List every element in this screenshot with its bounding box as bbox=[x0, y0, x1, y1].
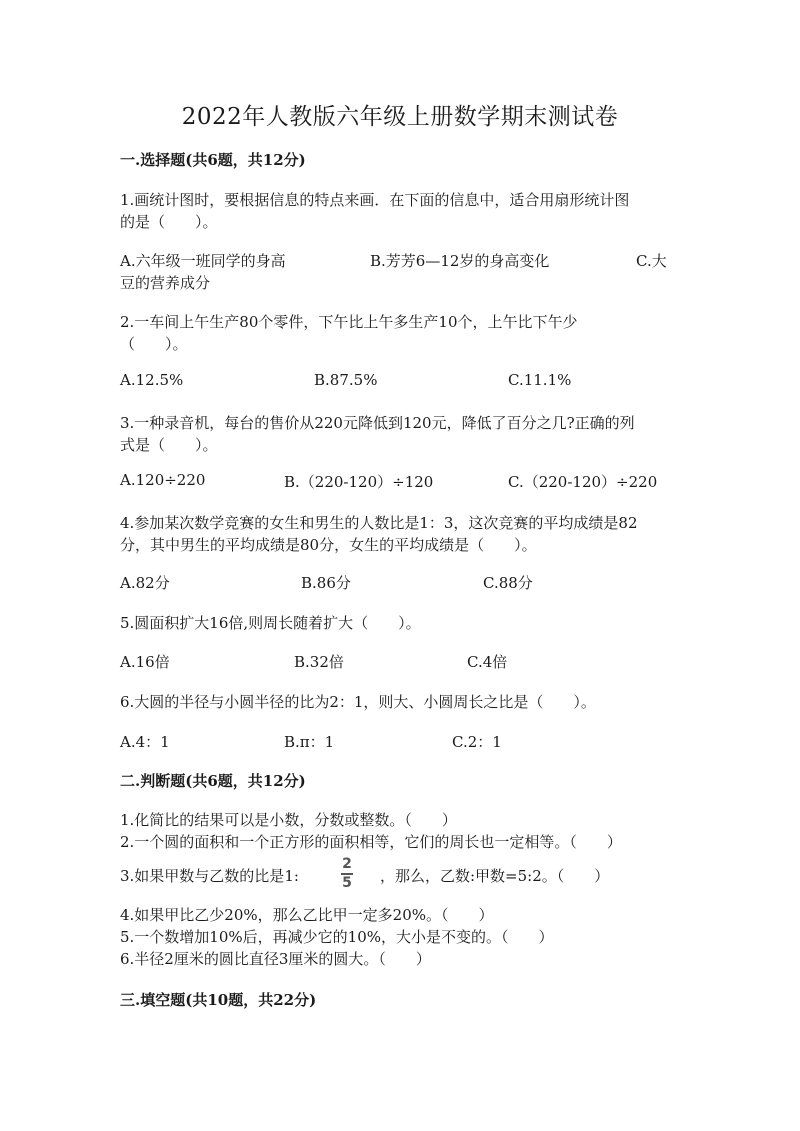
judge-item-3-suffix: ，那么，乙数:甲数=5:2。（ ） bbox=[380, 867, 610, 885]
judge-item-3-prefix: 3.如果甲数与乙数的比是1: bbox=[120, 867, 299, 885]
question-2-option-a: A.12.5% bbox=[120, 371, 184, 389]
question-2-option-b: B.87.5% bbox=[314, 371, 378, 389]
question-2-option-c: C.11.1% bbox=[508, 371, 572, 389]
judge-item-2: 2.一个圆的面积和一个正方形的面积相等，它们的周长也一定相等。（ ） bbox=[120, 833, 622, 851]
question-2-line1: 2.一车间上午生产80个零件，下午比上午多生产10个，上午比下午少 bbox=[120, 313, 578, 331]
fraction-denominator: 5 bbox=[342, 874, 352, 891]
fraction-two-fifths bbox=[338, 857, 356, 891]
question-6-option-a: A.4：1 bbox=[120, 733, 170, 751]
question-3-option-b: B.（220-120）÷120 bbox=[284, 473, 434, 491]
question-1-option-a: A.六年级一班同学的身高 bbox=[120, 252, 286, 270]
judge-item-1: 1.化简比的结果可以是小数，分数或整数。（ ） bbox=[120, 811, 457, 829]
question-3-line1: 3.一种录音机，每台的售价从220元降低到120元，降低了百分之几?正确的列 bbox=[120, 414, 635, 432]
question-3-option-c: C.（220-120）÷220 bbox=[508, 473, 658, 491]
question-6-option-b: B.π：1 bbox=[284, 733, 335, 751]
judge-item-6: 6.半径2厘米的圆比直径3厘米的圆大。（ ） bbox=[120, 950, 431, 968]
question-1-option-c-cont: 豆的营养成分 bbox=[120, 274, 211, 292]
section-heading-fill: 三.填空题(共10题，共22分) bbox=[120, 991, 317, 1009]
question-4-option-b: B.86分 bbox=[301, 574, 351, 592]
question-4-line1: 4.参加某次数学竞赛的女生和男生的人数比是1：3，这次竞赛的平均成绩是82 bbox=[120, 514, 638, 532]
question-5-option-c: C.4倍 bbox=[467, 653, 508, 671]
question-2-line2: （ ）。 bbox=[120, 335, 188, 353]
section-heading-choice: 一.选择题(共6题，共12分) bbox=[120, 151, 306, 169]
question-5-option-a: A.16倍 bbox=[120, 653, 170, 671]
question-5-line1: 5.圆面积扩大16倍,则周长随着扩大（ ）。 bbox=[120, 614, 421, 632]
question-1-line2: 的是（ ）。 bbox=[120, 213, 218, 231]
question-4-line2: 分，其中男生的平均成绩是80分，女生的平均成绩是（ ）。 bbox=[120, 536, 537, 554]
section-heading-judge: 二.判断题(共6题，共12分) bbox=[120, 772, 306, 790]
question-6-line1: 6.大圆的半径与小圆半径的比为2：1，则大、小圆周长之比是（ ）。 bbox=[120, 693, 596, 711]
question-5-option-b: B.32倍 bbox=[294, 653, 344, 671]
question-6-option-c: C.2：1 bbox=[452, 733, 502, 751]
question-4-option-c: C.88分 bbox=[483, 574, 533, 592]
question-3-option-a: A.120÷220 bbox=[120, 471, 206, 489]
question-1-option-c: C.大 bbox=[636, 252, 667, 270]
question-1-line1: 1.画统计图时，要根据信息的特点来画．在下面的信息中，适合用扇形统计图 bbox=[120, 191, 630, 209]
question-3-line2: 式是（ ）。 bbox=[120, 436, 218, 454]
question-1-option-b: B.芳芳6—12岁的身高变化 bbox=[370, 252, 550, 270]
fraction-numerator: 2 bbox=[342, 856, 352, 872]
judge-item-5: 5.一个数增加10%后，再减少它的10%，大小是不变的。（ ） bbox=[120, 928, 554, 946]
judge-item-4: 4.如果甲比乙少20%，那么乙比甲一定多20%。（ ） bbox=[120, 906, 494, 924]
page-title: 2022年人教版六年级上册数学期末测试卷 bbox=[181, 104, 619, 130]
question-4-option-a: A.82分 bbox=[120, 574, 170, 592]
